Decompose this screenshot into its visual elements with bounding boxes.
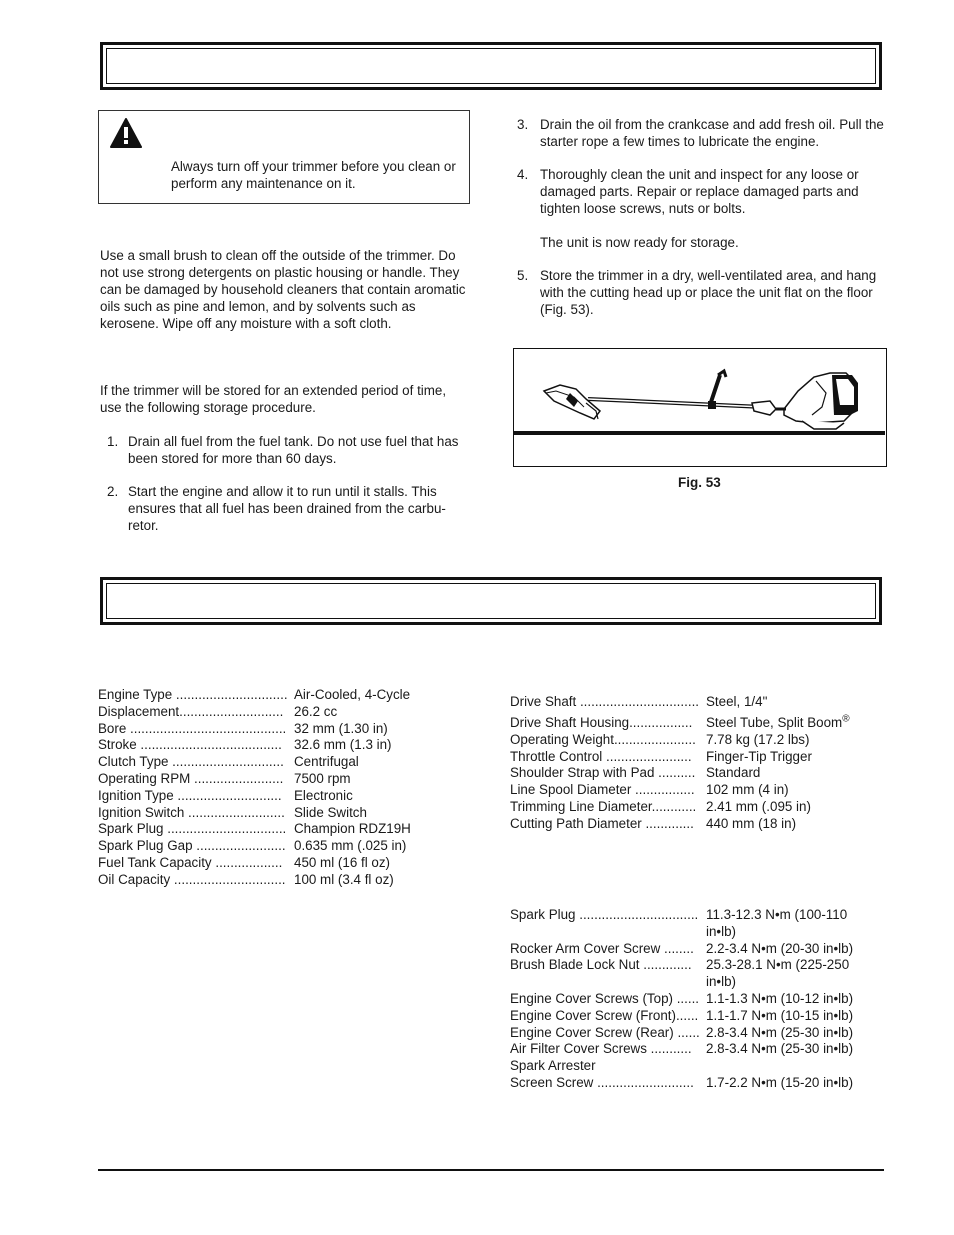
step-number: 5. <box>517 268 529 283</box>
spec-value: Champion RDZ19H <box>294 821 411 837</box>
spec-label: Engine Cover Screw (Rear) ...... <box>510 1024 700 1040</box>
spec-row <box>98 770 458 787</box>
spec-row <box>510 1074 882 1091</box>
specifications-section-header <box>100 577 882 625</box>
spec-row-continuation <box>510 923 882 940</box>
spec-row <box>98 820 458 837</box>
spec-value: Slide Switch <box>294 804 367 820</box>
spec-label: Line Spool Diameter ................ <box>510 782 695 798</box>
ready-note: The unit is now ready for storage. <box>540 235 739 250</box>
step-number: 3. <box>517 117 529 132</box>
storage-step-5 <box>517 267 887 321</box>
spec-row <box>98 703 458 720</box>
spec-label: Engine Cover Screw (Front)...... <box>510 1007 699 1023</box>
spec-value: Air-Cooled, 4-Cycle <box>294 687 411 702</box>
cleaning-paragraph: Use a small brush to clean off the outside of the trimmer. Do not use strong detergents on plastic housing or handle. They can be damaged by household cleaners that contain aromatic oils such as pine and lemon, and by solvents such as kerosene. Wipe off any moisture with a soft cloth. <box>100 248 466 331</box>
section-header-inner-border <box>106 583 876 619</box>
step-number: 1. <box>107 434 119 449</box>
spec-label: Trimming Line Diameter............ <box>510 798 697 814</box>
step-number: 2. <box>107 484 119 499</box>
spec-label: Operating Weight...................... <box>510 731 696 747</box>
step-text: Thoroughly clean the unit and inspect for any loose or damaged parts. Repair or replace damaged parts and tighten loose screws, nuts or bolts. <box>540 167 859 216</box>
spec-value: Centrifugal <box>294 754 359 770</box>
spec-label: Cutting Path Diameter ............. <box>510 815 694 831</box>
spec-label: Spark Plug ................................ <box>510 907 699 922</box>
spec-row <box>510 693 882 714</box>
maintenance-section-header <box>100 42 882 90</box>
warning-text: Always turn off your trimmer before you clean or perform any maintenance on it. <box>171 159 456 191</box>
spec-label: Bore .......................................... <box>98 720 287 736</box>
spec-value: 7.78 kg (17.2 lbs) <box>706 731 810 747</box>
spec-label: Ignition Switch .......................... <box>98 804 285 820</box>
storage-step-3 <box>517 116 887 152</box>
spec-label: Operating RPM ........................ <box>98 770 284 786</box>
spec-label: Throttle Control ....................... <box>510 748 692 764</box>
spec-label: Spark Plug ................................ <box>98 821 287 837</box>
spec-row <box>510 764 882 781</box>
spec-value: 25.3-28.1 N•m (225-250 <box>706 957 850 973</box>
spec-label: Screen Screw .......................... <box>510 1074 694 1090</box>
spec-label: Engine Type .............................. <box>98 687 288 702</box>
spec-label: Displacement............................ <box>98 703 284 719</box>
spec-label: Oil Capacity .............................. <box>98 871 286 887</box>
spec-value-continuation: in•lb) <box>706 923 736 939</box>
spec-row <box>98 686 458 703</box>
spec-row <box>98 871 458 888</box>
spec-value: Steel Tube, Split Boom <box>706 715 843 730</box>
spec-row <box>510 940 882 957</box>
spec-value-group <box>706 714 850 731</box>
spec-row <box>510 990 882 1007</box>
spec-value: 102 mm (4 in) <box>706 782 789 798</box>
section-header-inner-border <box>106 48 876 84</box>
spec-value: 26.2 cc <box>294 703 338 719</box>
figure-53-box <box>513 348 887 467</box>
warning-triangle-icon <box>109 117 143 149</box>
spec-value: 2.2-3.4 N•m (20-30 in•lb) <box>706 940 854 956</box>
spec-row <box>510 748 882 765</box>
spec-label: Ignition Type ............................ <box>98 787 282 803</box>
spec-row <box>98 720 458 737</box>
spec-value: Finger-Tip Trigger <box>706 748 812 764</box>
spec-row <box>510 781 882 798</box>
spec-label: Spark Arrester <box>510 1058 596 1074</box>
spec-label: Clutch Type .............................. <box>98 754 284 770</box>
spec-label: Drive Shaft Housing................. <box>510 715 693 730</box>
spec-value: 2.41 mm (.095 in) <box>706 798 811 814</box>
spec-value: 440 mm (18 in) <box>706 815 797 831</box>
spec-value: 11.3-12.3 N•m (100-110 <box>706 907 848 922</box>
figure-caption: Fig. 53 <box>678 475 721 490</box>
spec-label: Engine Cover Screws (Top) ...... <box>510 990 700 1006</box>
spec-row <box>510 1007 882 1024</box>
spec-row <box>510 815 882 832</box>
spec-row <box>510 731 882 748</box>
spec-row <box>98 837 458 854</box>
footer-rule <box>98 1169 884 1171</box>
spec-row <box>98 804 458 821</box>
spec-value: 32.6 mm (1.3 in) <box>294 737 392 753</box>
step-text: Store the trimmer in a dry, well-ventilated area, and hang with the cutting head up or place the unit flat on the floor (Fig. 53). <box>540 268 877 317</box>
spec-value: Standard <box>706 765 761 781</box>
unit-specs-list <box>510 693 882 832</box>
spec-label: Drive Shaft ................................ <box>510 694 700 709</box>
spec-row <box>510 906 882 923</box>
storage-step-2 <box>107 483 467 537</box>
spec-label: Stroke ...................................... <box>98 737 282 753</box>
spec-value: 2.8-3.4 N•m (25-30 in•lb) <box>706 1041 854 1057</box>
spec-value: 100 ml (3.4 fl oz) <box>294 871 394 887</box>
spec-value: Steel, 1/4" <box>706 694 768 709</box>
step-text: Drain the oil from the crankcase and add fresh oil. Pull the starter rope a few times to lubricate the engine. <box>540 117 884 149</box>
spec-label: Rocker Arm Cover Screw ........ <box>510 940 694 956</box>
step-text: Start the engine and allow it to run until it stalls. This ensures that all fuel has been drained from the carbu-retor. <box>128 484 446 533</box>
spec-value: 1.1-1.3 N•m (10-12 in•lb) <box>706 990 854 1006</box>
trimmer-illustration <box>514 349 885 465</box>
spec-row <box>98 753 458 770</box>
spec-row-continuation <box>510 973 882 990</box>
spec-row <box>510 1057 882 1074</box>
registered-mark: ® <box>842 713 850 725</box>
spec-value: Electronic <box>294 787 353 803</box>
spec-row <box>98 854 458 871</box>
spec-row <box>510 714 882 731</box>
spec-label: Brush Blade Lock Nut ............. <box>510 957 692 973</box>
storage-intro: If the trimmer will be stored for an extended period of time, use the following storage procedure. <box>100 383 447 415</box>
spec-value: 450 ml (16 fl oz) <box>294 854 391 870</box>
spec-value: 7500 rpm <box>294 770 351 786</box>
spec-label: Air Filter Cover Screws ........... <box>510 1041 692 1057</box>
spec-value: 0.635 mm (.025 in) <box>294 838 407 854</box>
spec-label: Shoulder Strap with Pad .......... <box>510 765 696 781</box>
spec-value: 1.1-1.7 N•m (10-15 in•lb) <box>706 1007 854 1023</box>
step-text: Drain all fuel from the fuel tank. Do not use fuel that has been stored for more than 60 days. <box>128 434 459 466</box>
storage-step-4 <box>517 166 887 220</box>
spec-row <box>510 956 882 973</box>
spec-value-continuation: in•lb) <box>706 974 736 990</box>
spec-label: Fuel Tank Capacity .................. <box>98 854 283 870</box>
spec-value: 32 mm (1.30 in) <box>294 720 388 736</box>
spec-row <box>510 1040 882 1057</box>
step-number: 4. <box>517 167 529 182</box>
spec-value: 1.7-2.2 N•m (15-20 in•lb) <box>706 1074 854 1090</box>
spec-label: Spark Plug Gap ........................ <box>98 838 286 854</box>
spec-value: 2.8-3.4 N•m (25-30 in•lb) <box>706 1024 854 1040</box>
spec-row <box>98 736 458 753</box>
torque-specs-list <box>510 906 882 1091</box>
spec-row <box>510 1024 882 1041</box>
warning-box <box>98 110 470 204</box>
spec-row <box>510 798 882 815</box>
engine-specs-list <box>98 686 458 888</box>
storage-step-1 <box>107 433 467 469</box>
spec-row <box>98 787 458 804</box>
